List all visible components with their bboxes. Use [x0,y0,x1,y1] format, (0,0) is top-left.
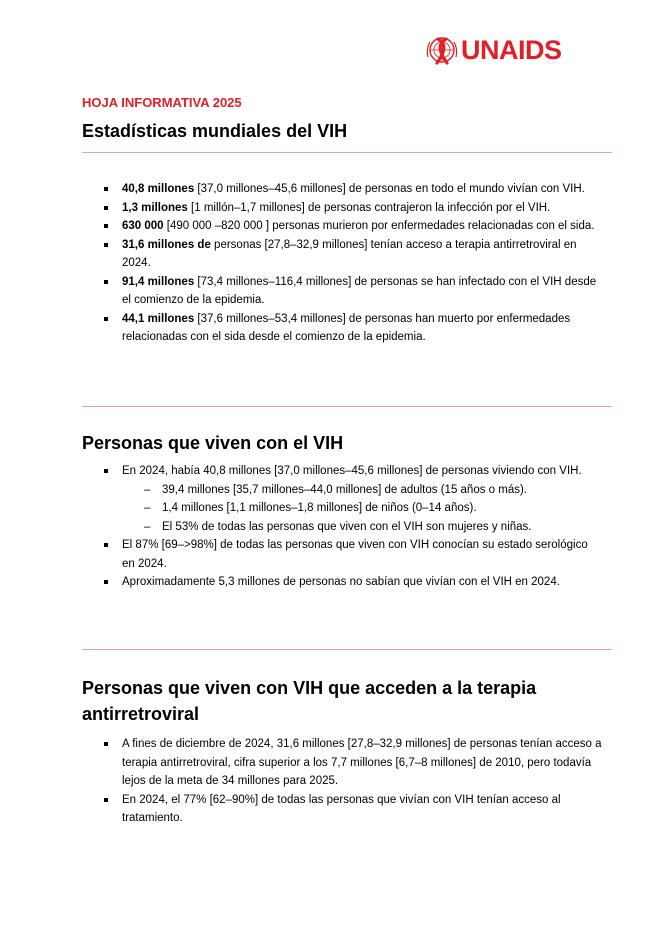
stat-text: [73,4 millones–116,4 millones] de personas se han infectado con el VIH desde el comienzo de la epidemia. [122,275,597,306]
fact-sheet-label: HOJA INFORMATIVA 2025 [82,95,242,110]
list-item [82,199,602,218]
stat-text: [37,6 millones–53,4 millones] de personas han muerto por enfermedades relacionadas con el sida desde el comienzo de la epidemia. [122,312,571,343]
sub-list-item: – 1,4 millones [1,1 millones–1,8 millones] de niños (0–14 años). [122,499,602,518]
list-item [82,310,602,347]
section-title-living-with-hiv: Personas que viven con el VIH [82,433,344,453]
stat-figure: 40,8 millones [122,183,195,195]
stat-figure: 1,3 millones [122,201,188,214]
stat-text: [1 millón–1,7 millones] de personas contrajeron la infección por el VIH. [187,201,551,214]
living-with-hiv-list [82,462,602,592]
logo-text: UNAIDS [461,34,562,65]
list-item [82,217,602,236]
page-title: Estadísticas mundiales del VIH [82,121,348,141]
list-item-text: En 2024, había 40,8 millones [37,0 millones–45,6 millones] de personas viviendo con VIH. [122,465,582,477]
list-item [82,462,602,536]
stat-figure: 31,6 millones de [122,238,211,251]
sub-list-item: – El 53% de todas las personas que viven con el VIH son mujeres y niñas. [122,518,602,537]
sub-list-item: – 39,4 millones [35,7 millones–44,0 millones] de adultos (15 años o más). [122,481,602,500]
list-item [82,236,602,273]
divider-1 [82,152,612,153]
un-emblem-ribbon-icon [425,35,459,65]
sub-list [122,481,602,537]
list-item [82,273,602,310]
list-item: En 2024, el 77% [62–90%] de todas las personas que vivían con VIH tenían acceso al tratamiento. [82,791,602,828]
list-item [82,180,602,199]
stat-figure: 44,1 millones [122,312,195,325]
list-item: A fines de diciembre de 2024, 31,6 millones [27,8–32,9 millones] de personas tenían acceso a terapia antirretroviral, cifra superior a los 7,7 millones [6,7–8 millones] de 2010, pero todavía lejos de la meta de 34 millones para 2025. [82,735,602,791]
list-item: El 87% [69–>98%] de todas las personas que viven con VIH conocían su estado serológico en 2024. [82,536,602,573]
stat-text: personas [27,8–32,9 millones] tenían acceso a terapia antirretroviral en 2024. [122,238,577,269]
art-access-list [82,735,602,828]
stat-text: [37,0 millones–45,6 millones] de personas en todo el mundo vivían con VIH. [194,183,585,195]
stat-figure: 91,4 millones [122,275,195,288]
section-title-art-access: Personas que viven con VIH que acceden a la terapia antirretroviral [82,678,537,724]
divider-2 [82,406,612,407]
divider-3 [82,649,612,650]
stat-text: [490 000 –820 000 ] personas murieron por enfermedades relacionadas con el sida. [163,220,595,232]
list-item: Aproximadamente 5,3 millones de personas no sabían que vivían con el VIH en 2024. [82,573,602,592]
unaids-logo [425,35,562,65]
global-stats-list [82,180,602,347]
stat-figure: 630 000 [122,220,164,232]
